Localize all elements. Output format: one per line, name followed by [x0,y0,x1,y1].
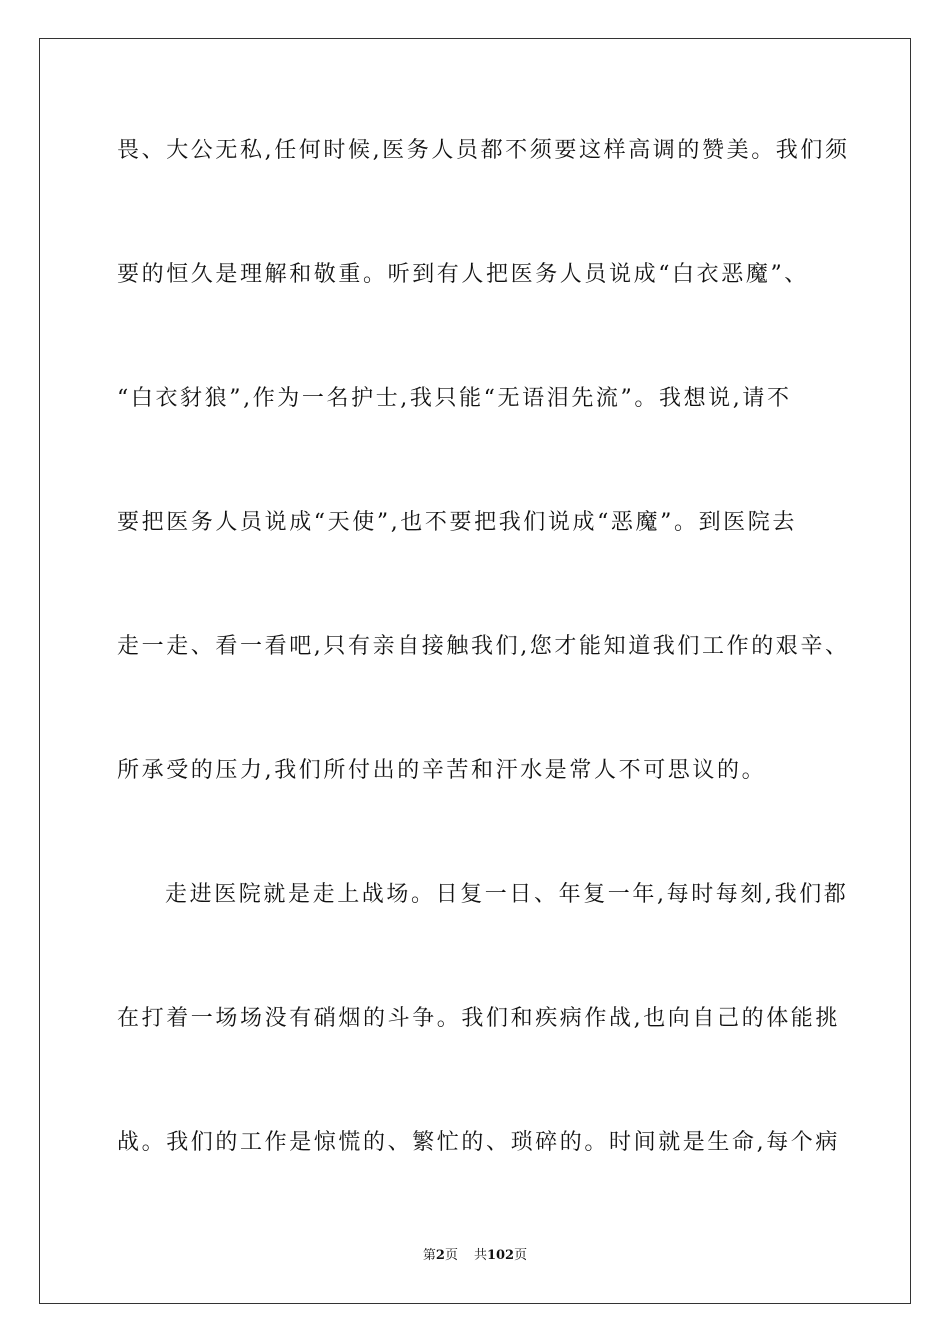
text-line-3: “白衣豺狼”,作为一名护士,我只能“无语泪先流”。我想说,请不 [117,386,792,411]
text-line-1: 畏、大公无私,任何时候,医务人员都不须要这样高调的赞美。我们须 [117,138,850,163]
text-line-6: 所承受的压力,我们所付出的辛苦和汗水是常人不可思议的。 [117,758,767,783]
total-prefix: 共 [473,1248,487,1263]
page-prefix: 第 [422,1248,436,1263]
text-line-9: 战。我们的工作是惊慌的、繁忙的、琐碎的。时间就是生命,每个病 [117,1130,840,1155]
text-line-8: 在打着一场场没有硝烟的斗争。我们和疾病作战,也向自己的体能挑 [117,1006,840,1031]
text-line-2: 要的恒久是理解和敬重。听到有人把医务人员说成“白衣恶魔”、 [117,262,809,287]
total-suffix: 页 [514,1248,528,1263]
text-line-4: 要把医务人员说成“天使”,也不要把我们说成“恶魔”。到医院去 [117,510,797,535]
page-number: 2 [435,1248,445,1263]
page-suffix: 页 [444,1248,458,1263]
text-line-7: 走进医院就是走上战场。日复一日、年复一年,每时每刻,我们都 [165,882,849,907]
text-line-5: 走一走、看一看吧,只有亲自接触我们,您才能知道我们工作的艰辛、 [117,634,850,659]
total-pages: 102 [486,1248,515,1263]
page-frame [39,38,911,1304]
page-footer [0,1247,950,1265]
